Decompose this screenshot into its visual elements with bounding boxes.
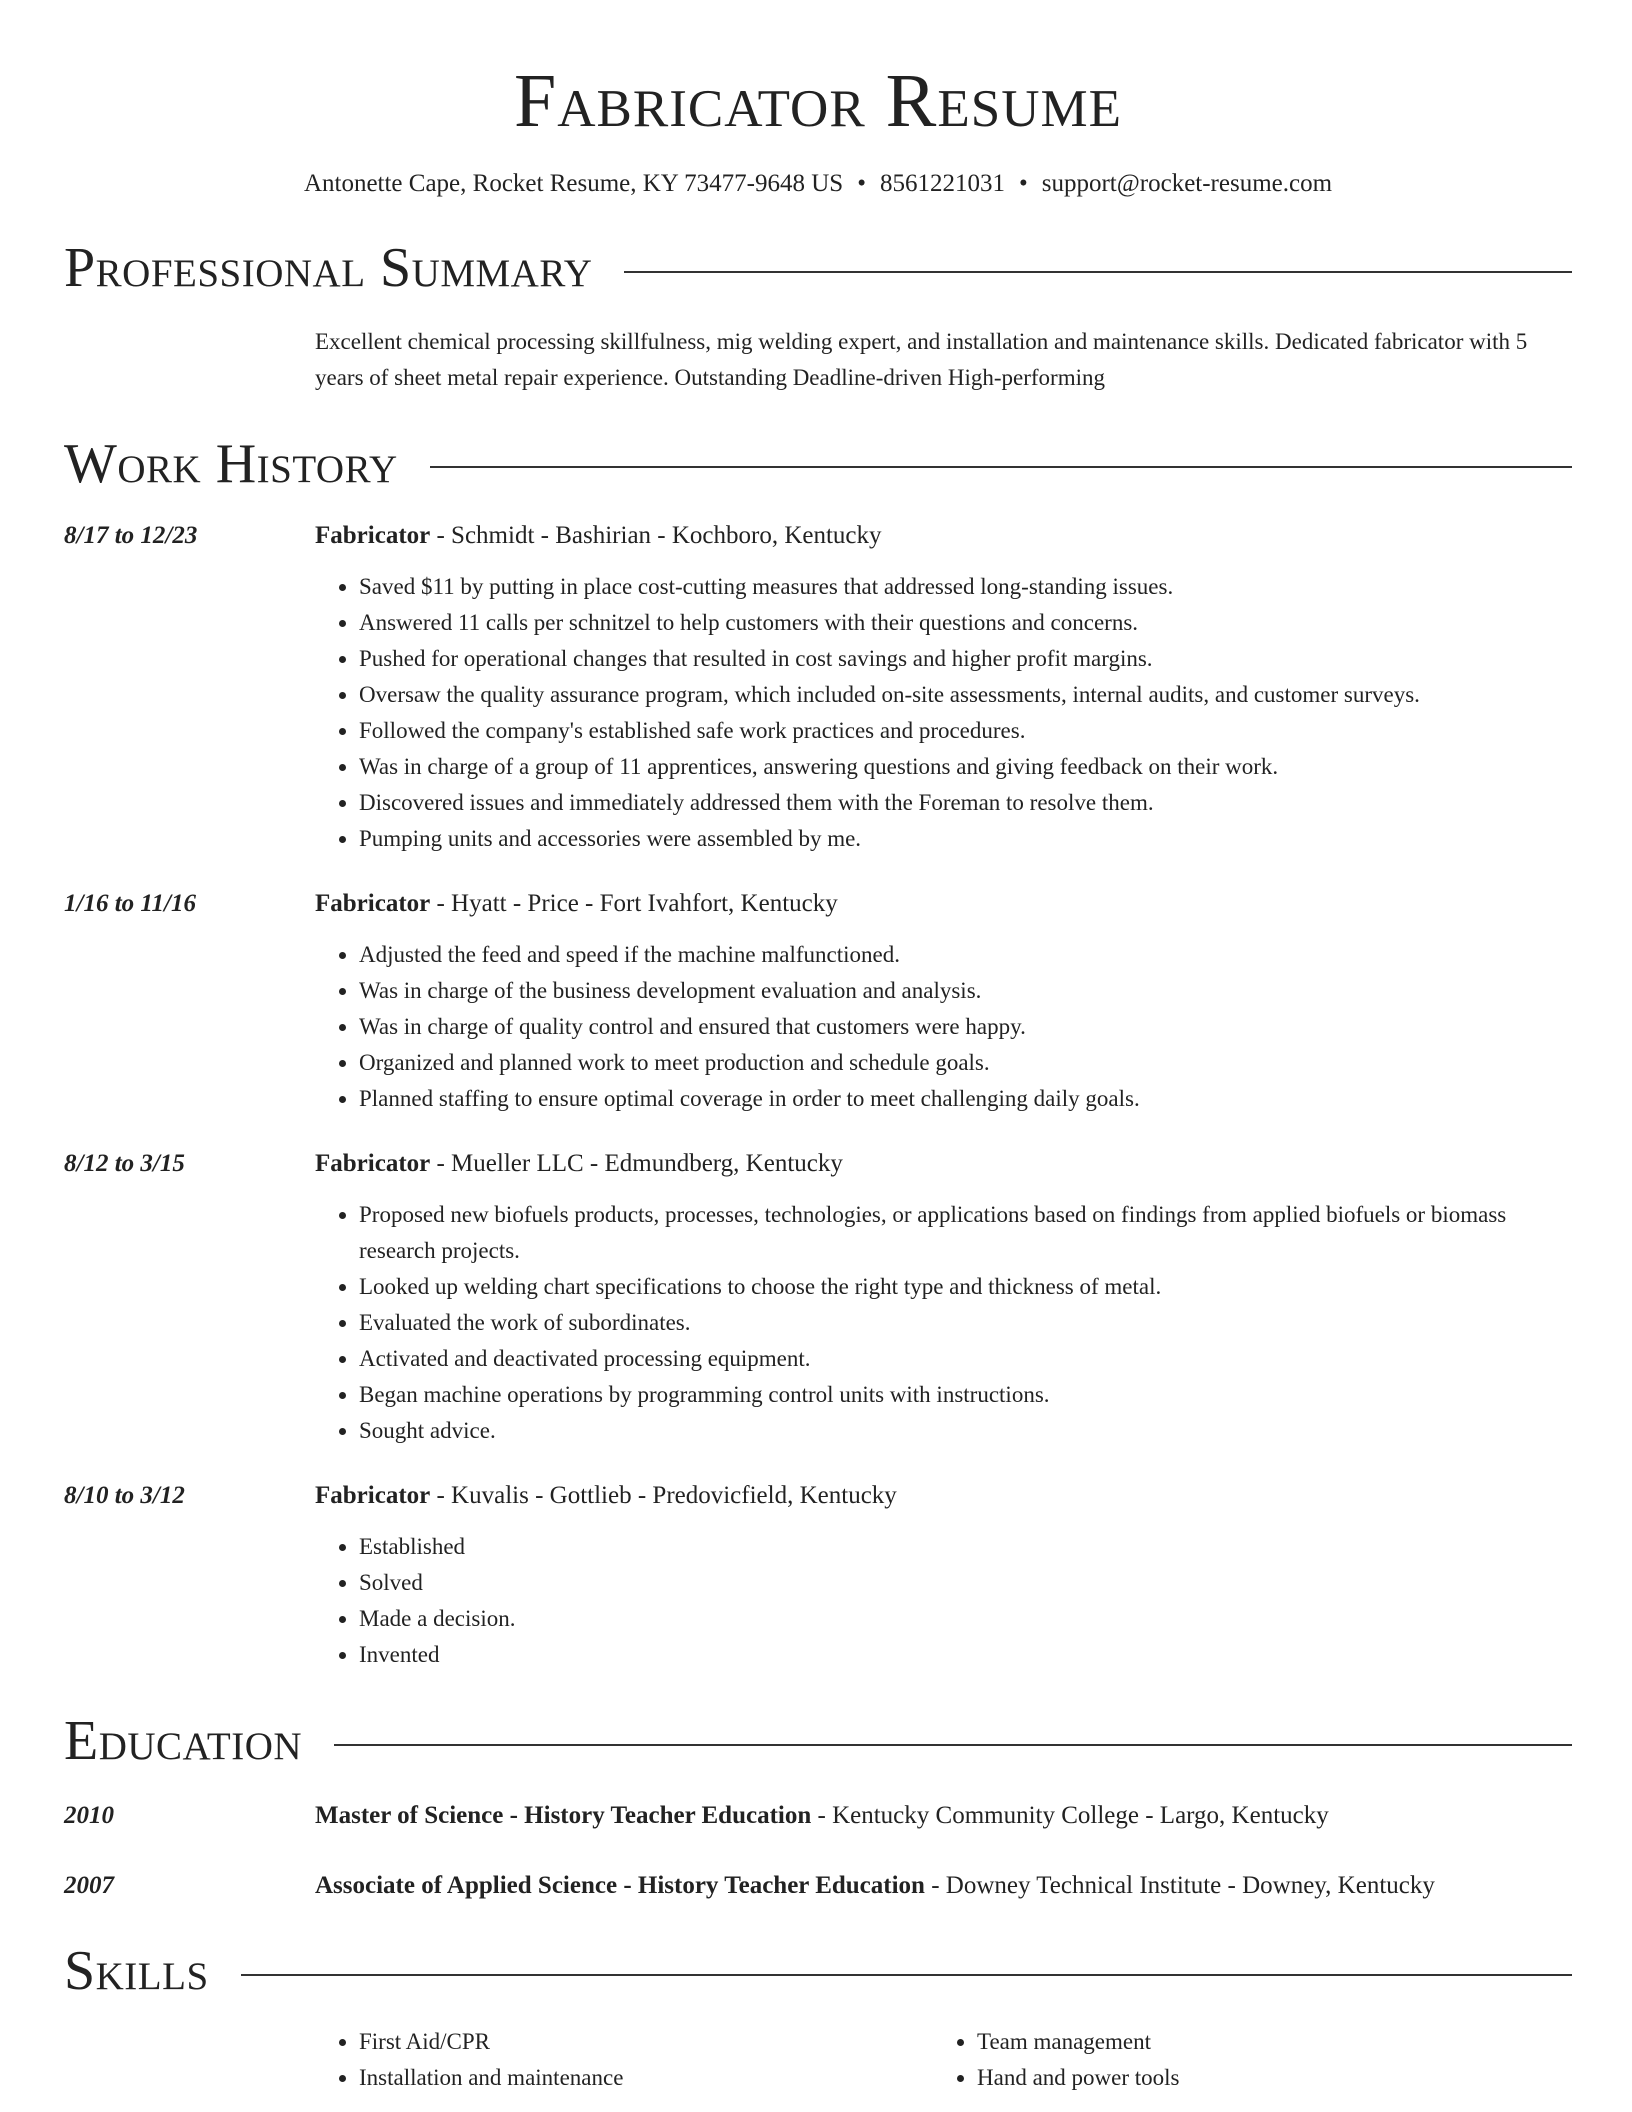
- education-list: [64, 1799, 1572, 1903]
- job-employer-location: - Kuvalis - Gottlieb - Predovicfield, Kentucky: [430, 1482, 897, 1510]
- job-bullet: • Was in charge of a group of 11 apprentices, answering questions and giving feedback on their work.: [359, 749, 1572, 785]
- job-bullet: • Discovered issues and immediately addressed them with the Foreman to resolve them.: [359, 785, 1572, 821]
- job-entry: [64, 887, 1572, 1117]
- job-bullet: • Adjusted the feed and speed if the machine malfunctioned.: [359, 937, 1572, 973]
- job-body: [315, 887, 1572, 1117]
- section-divider: [624, 271, 1572, 273]
- resume-page: [64, 0, 1572, 2096]
- job-employer-location: - Hyatt - Price - Fort Ivahfort, Kentucky: [430, 890, 838, 918]
- contact-separator: •: [857, 169, 866, 197]
- skill-item: • Installation and maintenance: [359, 2060, 933, 2096]
- education-year: 2007: [64, 1871, 114, 1899]
- education-entry: [64, 1799, 1572, 1833]
- job-bullet: • Followed the company's established safe work practices and procedures.: [359, 713, 1572, 749]
- job-dates: 8/12 to 3/15: [64, 1150, 185, 1178]
- skill-item: • First Aid/CPR: [359, 2024, 933, 2060]
- work-history-list: [64, 519, 1572, 1673]
- job-title: Fabricator: [315, 1150, 431, 1178]
- education-school: - Kentucky Community College - Largo, Kentucky: [811, 1801, 1329, 1829]
- skills-column-right: [933, 2024, 1551, 2096]
- education-degree: Associate of Applied Science - History Teacher Education: [315, 1871, 925, 1899]
- job-bullet: • Was in charge of the business development evaluation and analysis.: [359, 973, 1572, 1009]
- job-body: [315, 1147, 1572, 1449]
- job-entry: [64, 1479, 1572, 1673]
- section-title-work-history: Work History: [64, 432, 398, 495]
- job-employer-location: - Mueller LLC - Edmundberg, Kentucky: [430, 1150, 843, 1178]
- job-title: Fabricator: [315, 522, 431, 550]
- contact-line: [64, 168, 1572, 201]
- job-dates: 8/10 to 3/12: [64, 1482, 185, 1510]
- job-body: [315, 1479, 1572, 1673]
- contact-address: Antonette Cape, Rocket Resume, KY 73477-9648 US: [303, 169, 844, 197]
- skills-grid: [315, 2024, 1572, 2096]
- resume-title: Fabricator Resume: [513, 59, 1122, 143]
- section-title-summary: Professional Summary: [64, 237, 593, 300]
- section-header-education: [64, 1711, 1572, 1773]
- education-school: - Downey Technical Institute - Downey, Kentucky: [924, 1871, 1435, 1899]
- section-header-work-history: [64, 434, 1572, 496]
- job-bullets: [315, 937, 1572, 1117]
- job-bullet: • Evaluated the work of subordinates.: [359, 1305, 1572, 1341]
- job-bullet: • Pumping units and accessories were assembled by me.: [359, 821, 1572, 857]
- job-bullets: [315, 1529, 1572, 1673]
- job-bullet: • Looked up welding chart specifications to choose the right type and thickness of metal.: [359, 1269, 1572, 1305]
- job-title: Fabricator: [315, 890, 431, 918]
- section-header-summary: [64, 238, 1572, 300]
- job-employer-location: - Schmidt - Bashirian - Kochboro, Kentucky: [430, 522, 882, 550]
- summary-text: Excellent chemical processing skillfulness, mig welding expert, and installation and maintenance skills. Dedicated fabricator with 5 years of sheet metal repair experience. Outstanding Deadline-driven High-performing: [315, 328, 1528, 390]
- job-bullets: [315, 1197, 1572, 1449]
- section-divider: [430, 466, 1572, 468]
- job-bullet: • Pushed for operational changes that resulted in cost savings and higher profit margins.: [359, 641, 1572, 677]
- job-entry: [64, 519, 1572, 857]
- job-bullet: • Began machine operations by programming control units with instructions.: [359, 1377, 1572, 1413]
- job-bullet: • Proposed new biofuels products, processes, technologies, or applications based on findings from applied biofuels or biomass research projects.: [359, 1197, 1572, 1269]
- job-bullet: • Invented: [359, 1637, 1572, 1673]
- skills-column-left: [315, 2024, 933, 2096]
- job-heading: [315, 1479, 1572, 1513]
- job-bullet: • Solved: [359, 1565, 1572, 1601]
- skill-item: • Hand and power tools: [977, 2060, 1551, 2096]
- contact-email: support@rocket-resume.com: [1041, 169, 1333, 197]
- section-header-skills: [64, 1941, 1572, 2003]
- education-year: 2010: [64, 1801, 114, 1829]
- education-entry: [64, 1869, 1572, 1903]
- job-bullet: • Answered 11 calls per schnitzel to help customers with their questions and concerns.: [359, 605, 1572, 641]
- job-body: [315, 519, 1572, 857]
- job-bullet: • Planned staffing to ensure optimal coverage in order to meet challenging daily goals.: [359, 1081, 1572, 1117]
- job-heading: [315, 887, 1572, 921]
- job-bullet: • Organized and planned work to meet production and schedule goals.: [359, 1045, 1572, 1081]
- job-bullet: • Oversaw the quality assurance program, which included on-site assessments, internal audits, and customer surveys.: [359, 677, 1572, 713]
- job-heading: [315, 1147, 1572, 1181]
- job-title: Fabricator: [315, 1482, 431, 1510]
- education-heading: [315, 1799, 1572, 1833]
- education-heading: [315, 1869, 1572, 1903]
- job-bullet: • Was in charge of quality control and ensured that customers were happy.: [359, 1009, 1572, 1045]
- job-dates: 1/16 to 11/16: [64, 890, 196, 918]
- job-dates: 8/17 to 12/23: [64, 522, 198, 550]
- contact-separator: •: [1018, 169, 1028, 197]
- job-bullet: • Activated and deactivated processing equipment.: [359, 1341, 1572, 1377]
- contact-phone: 8561221031: [879, 169, 1005, 197]
- section-divider: [334, 1744, 1572, 1746]
- job-bullets: [315, 569, 1572, 857]
- skill-item: • Team management: [977, 2024, 1551, 2060]
- section-divider: [241, 1974, 1572, 1976]
- job-heading: [315, 519, 1572, 553]
- education-degree: Master of Science - History Teacher Education: [315, 1801, 812, 1829]
- job-bullet: • Made a decision.: [359, 1601, 1572, 1637]
- section-title-skills: Skills: [64, 1939, 209, 2002]
- job-bullet: • Established: [359, 1529, 1572, 1565]
- section-title-education: Education: [64, 1710, 303, 1773]
- job-bullet: • Saved $11 by putting in place cost-cutting measures that addressed long-standing issues.: [359, 569, 1572, 605]
- job-bullet: • Sought advice.: [359, 1413, 1572, 1449]
- job-entry: [64, 1147, 1572, 1449]
